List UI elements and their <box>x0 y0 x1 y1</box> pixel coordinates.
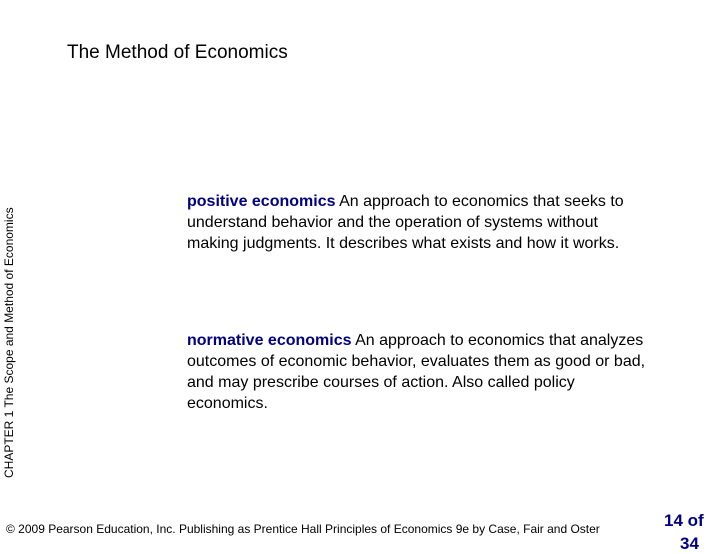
page-number: 14 of <box>664 511 704 530</box>
page-total: 34 <box>680 534 699 553</box>
definition-term: normative economics <box>187 332 352 349</box>
definition-positive-economics <box>187 191 647 254</box>
definition-term: positive economics <box>187 193 336 210</box>
definition-text: An approach to economics that analyzes outcomes of economic behavior, evaluates them as good or bad, and may prescribe courses of action. Also called policy economics. <box>187 332 646 412</box>
definition-text: An approach to economics that seeks to understand behavior and the operation of systems without making judgments. It describes what exists and how it works. <box>187 193 624 252</box>
footer-copyright: © 2009 Pearson Education, Inc. Publishing as Prentice Hall Principles of Economics 9e by Case, Fair and Oster <box>6 522 600 536</box>
slide-title: The Method of Economics <box>67 42 288 63</box>
definition-normative-economics <box>187 330 647 414</box>
chapter-side-label: CHAPTER 1 The Scope and Method of Economics <box>2 207 16 478</box>
